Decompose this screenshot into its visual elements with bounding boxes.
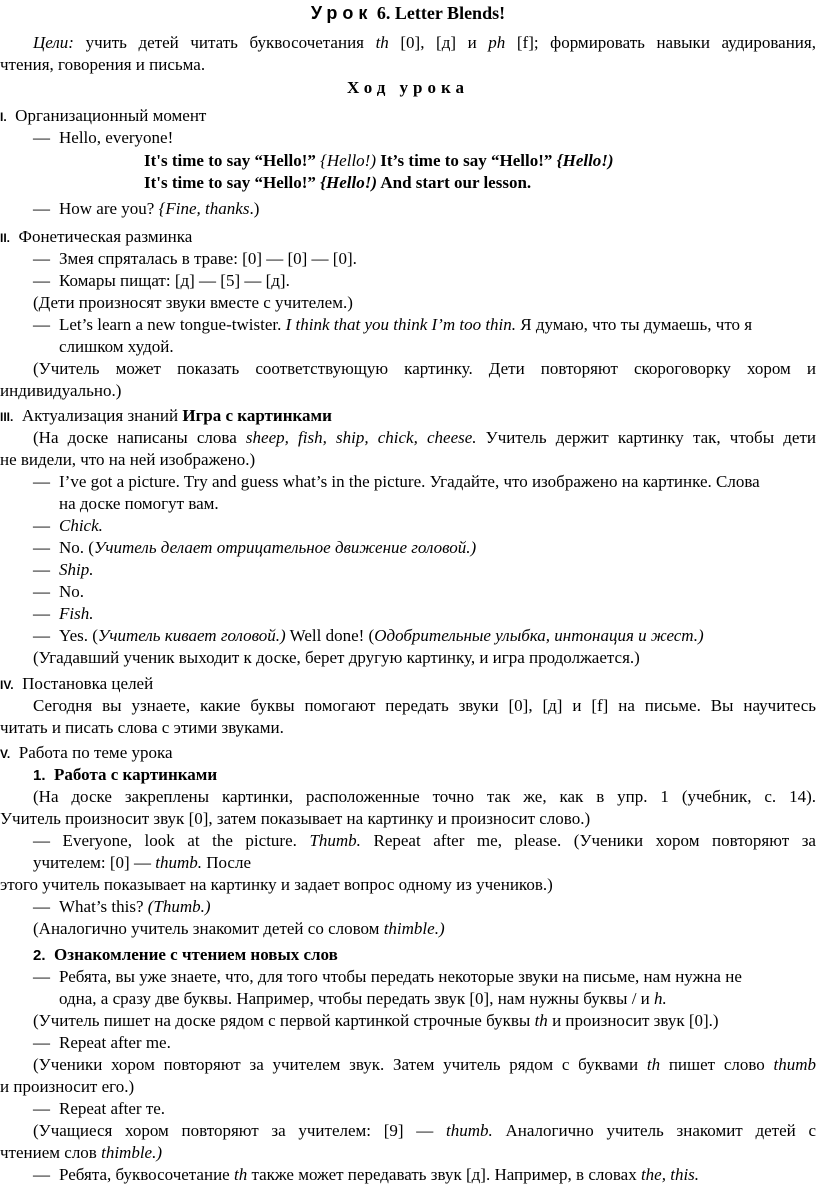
- phonetic-line-2: — Комары пищат: [д] — [5] — [д].: [33, 271, 290, 290]
- reading-line-1: — Ребята, вы уже знаете, что, для того чтобы передать некоторые звуки на письме, нам нужна не: [33, 967, 742, 986]
- pictures-line-3: этого учитель показывает на картинку и задает вопрос одному из учеников.): [0, 875, 553, 894]
- tongue-twister-line: — Let’s learn a new tongue-twister. I think that you think I’m too thin. Я думаю, что ты думаешь, что я: [33, 315, 753, 334]
- phonetic-note-2: индивидуально.): [0, 381, 122, 400]
- phonetic-note-1: (Учитель может показать соответствующую картинку. Дети повторяют скороговорку хором и: [33, 359, 816, 378]
- game-line-5: — No.: [33, 582, 85, 601]
- game-note-1: (На доске написаны слова sheep, fish, ship, chick, cheese. Учитель держит картинку так, чтобы дети: [33, 428, 816, 447]
- tongue-twister-line-2: слишком худой.: [59, 337, 174, 356]
- game-line-8: (Угадавший ученик выходит к доске, берет другую картинку, и игра продолжается.): [33, 648, 640, 667]
- phonetic-line-1: — Змея спряталась в траве: [0] — [0] — [0].: [33, 249, 357, 268]
- game-line-1b: на доске помогут вам.: [59, 494, 219, 513]
- reading-line-3: (Учитель пишет на доске рядом с первой картинкой строчные буквы th и произносит звук [0].): [33, 1011, 719, 1030]
- course-heading: Ход урока: [346, 78, 470, 97]
- section-1-heading: I. Организационный момент: [0, 106, 207, 125]
- game-note-2: не видели, что на ней изображено.): [0, 450, 256, 469]
- goals-setting-line-2: читать и писать слова с этими звуками.: [0, 718, 284, 737]
- reading-line-2: одна, а сразу две буквы. Например, чтобы передать звук [0], нам нужны буквы / и h.: [59, 989, 667, 1008]
- reading-line-6: и произносит его.): [0, 1077, 135, 1096]
- section-4-heading: IV. Постановка целей: [0, 674, 154, 693]
- pictures-line-5: (Аналогично учитель знакомит детей со словом thimble.): [33, 919, 445, 938]
- reading-line-4: — Repeat after me.: [33, 1033, 171, 1052]
- pictures-line-1: — Everyone, look at the picture. Thumb. Repeat after me, please. (Ученики хором повторяют за: [33, 831, 816, 850]
- song-line-2: It's time to say “Hello!” {Hello!) And start our lesson.: [144, 173, 532, 192]
- pictures-note-1: (На доске закреплены картинки, расположенные точно так же, как в упр. 1 (учебник, с. 14).: [33, 787, 816, 806]
- game-line-1: — I’ve got a picture. Try and guess what’s in the picture. Угадайте, что изображено на картинке. Слова: [33, 472, 760, 491]
- phonetic-line-3: (Дети произносят звуки вместе с учителем.): [33, 293, 353, 312]
- reading-line-10: — Ребята, буквосочетание th также может передавать звук [д]. Например, в словах the, this.: [33, 1165, 700, 1184]
- game-line-3: — No. (Учитель делает отрицательное движение головой.): [33, 538, 477, 557]
- pictures-line-2: учителем: [0] — thumb. После: [33, 853, 251, 872]
- game-line-6: — Fish.: [33, 604, 94, 623]
- hello-line: — Hello, everyone!: [33, 128, 174, 147]
- goals-setting-line-1: Сегодня вы узнаете, какие буквы помогают передать звуки [0], [д] и [f] на письме. Вы научитесь: [33, 696, 816, 715]
- pictures-note-2: Учитель произносит звук [0], затем показывает на картинку и произносит слово.): [0, 809, 591, 828]
- subsection-2-heading: 2. Ознакомление с чтением новых слов: [33, 945, 338, 964]
- subsection-1-heading: 1. Работа с картинками: [33, 765, 218, 784]
- song-line-1: It's time to say “Hello!” {Hello!) It’s time to say “Hello!” {Hello!): [144, 151, 614, 170]
- goals-line-1: Цели: учить детей читать буквосочетания th [0], [д] и ph [f]; формировать навыки аудирования,: [33, 33, 816, 52]
- goals-line-2: чтения, говорения и письма.: [0, 55, 206, 74]
- reading-line-5: (Ученики хором повторяют за учителем звук. Затем учитель рядом с буквами th пишет слово thumb: [33, 1055, 816, 1074]
- lesson-title: Урок 6. Letter Blends!: [310, 3, 506, 23]
- pictures-line-4: — What’s this? (Thumb.): [33, 897, 211, 916]
- game-line-4: — Ship.: [33, 560, 94, 579]
- section-5-heading: V. Работа по теме урока: [0, 743, 173, 762]
- reading-line-9: чтением слов thimble.): [0, 1143, 162, 1162]
- game-line-7: — Yes. (Учитель кивает головой.) Well done! (Одобрительные улыбка, интонация и жест.): [33, 626, 704, 645]
- game-line-2: — Chick.: [33, 516, 103, 535]
- reading-line-7: — Repeat after те.: [33, 1099, 166, 1118]
- reading-line-8: (Учащиеся хором повторяют за учителем: [9] — thumb. Аналогично учитель знакомит детей с: [33, 1121, 816, 1140]
- how-are-you-line: — How are you? {Fine, thanks.): [33, 199, 260, 218]
- section-3-heading: III. Актуализация знаний Игра с картинками: [0, 406, 332, 425]
- section-2-heading: II. Фонетическая разминка: [0, 227, 193, 246]
